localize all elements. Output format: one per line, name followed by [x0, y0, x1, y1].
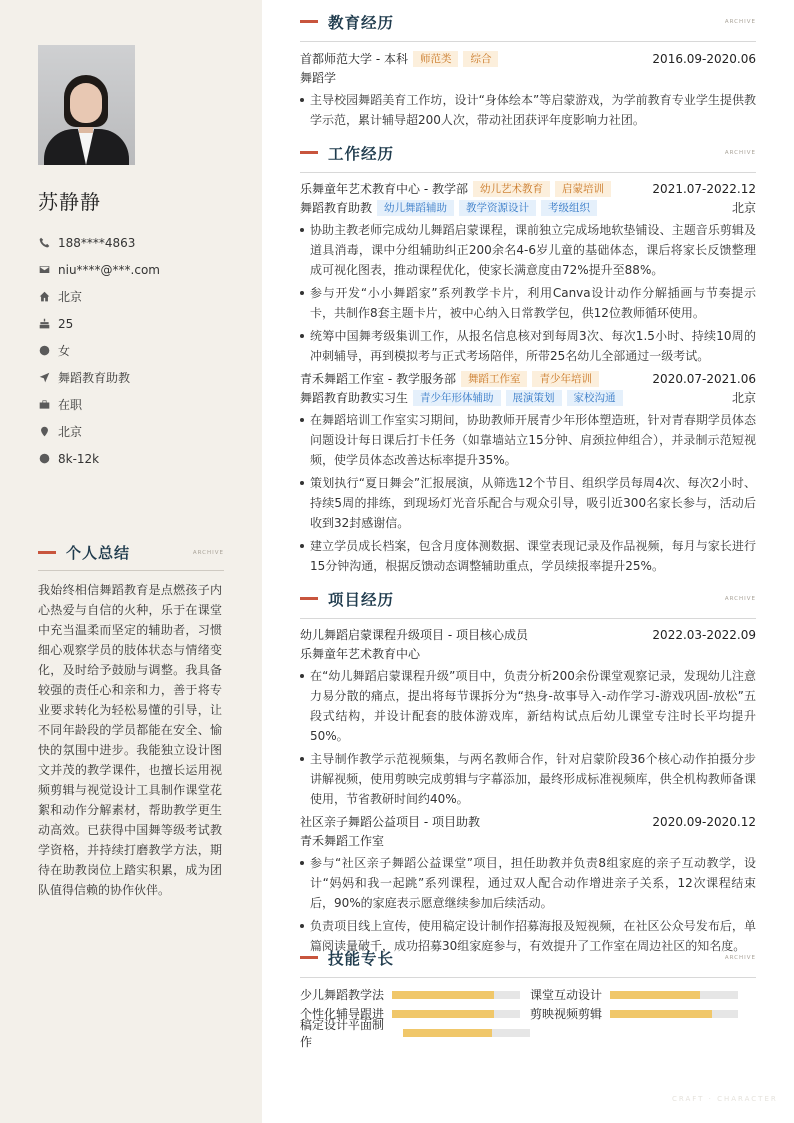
education-title: 教育经历	[328, 13, 395, 32]
bullet-item: 负责项目线上宣传，使用稿定设计制作招募海报及短视频，在社区公众号发布后，单篇阅读量破千，成功招募30组家庭参与，有效提升了工作室在周边社区的知名度。	[300, 916, 756, 956]
work-heading	[300, 133, 756, 173]
skill-fill	[403, 1029, 492, 1037]
archive-label: ARCHIVE	[724, 954, 756, 961]
info-home	[38, 283, 160, 310]
info-text: 8k-12k	[58, 451, 100, 466]
job-role-line	[300, 198, 756, 217]
bullet-item: 建立学员成长档案，包含月度体测数据、课堂表现记录及作品视频，每月与家长进行15分钟沟通，根据反馈动态调整辅助重点，学员续报率提升25%。	[300, 536, 756, 576]
skill-bar	[610, 1010, 738, 1018]
role-tag: 考级组织	[541, 200, 597, 216]
contact-info-list	[38, 229, 160, 472]
skills-grid	[300, 987, 756, 1049]
skill-item	[300, 1017, 530, 1049]
info-phone	[38, 229, 160, 256]
home-icon	[38, 291, 50, 303]
archive-label: ARCHIVE	[724, 18, 756, 25]
bullet-item: 主导校园舞蹈美育工作坊，设计“身体绘本”等启蒙游戏，为学前教育专业学生提供教学示范，累计辅导超200人次，带动社团获评年度影响力社团。	[300, 90, 756, 130]
skill-fill	[610, 1010, 712, 1018]
salary-icon	[38, 453, 50, 465]
gender-icon	[38, 345, 50, 357]
company-tag: 舞蹈工作室	[461, 371, 528, 387]
project-date: 2022.03-2022.09	[652, 627, 756, 642]
info-gender	[38, 337, 160, 364]
skill-item	[530, 987, 756, 1002]
location-pin-icon	[38, 426, 50, 438]
profile-photo	[38, 45, 135, 165]
job-role: 舞蹈教育助教	[300, 201, 373, 215]
project-name: 幼儿舞蹈启蒙课程升级项目 - 项目核心成员	[300, 628, 528, 642]
education-heading	[300, 2, 756, 42]
project-line	[300, 812, 756, 831]
major-name: 舞蹈学	[300, 71, 337, 85]
skills-section	[300, 938, 756, 1049]
school-name: 首都师范大学 - 本科	[300, 52, 408, 66]
job-date: 2020.07-2021.06	[652, 371, 756, 386]
skill-name: 少儿舞蹈教学法	[300, 988, 385, 1002]
projects-title: 项目经历	[328, 590, 395, 609]
info-location	[38, 418, 160, 445]
skill-name: 个性化辅导跟进	[300, 1007, 385, 1021]
project-name: 社区亲子舞蹈公益项目 - 项目助教	[300, 815, 480, 829]
work-title: 工作经历	[328, 144, 395, 163]
skill-bar	[610, 991, 738, 999]
accent-bar	[300, 20, 318, 23]
info-age	[38, 310, 160, 337]
send-icon	[38, 372, 50, 384]
company-tag: 幼儿艺术教育	[473, 181, 550, 197]
company-tag: 启蒙培训	[555, 181, 611, 197]
bullet-item: 协助主教老师完成幼儿舞蹈启蒙课程，课前独立完成场地软垫铺设、主题音乐剪辑及道具消毒，课中分组辅助纠正200余名4-6岁儿童的基础体态，课后将家长反馈整理成可视化图表，推动课程优化，使家长满意度由72%提升至88%。	[300, 220, 756, 280]
education-bullets	[300, 90, 756, 130]
info-text: 188****4863	[58, 235, 136, 250]
role-tag: 家校沟通	[567, 390, 623, 406]
school-tag: 综合	[463, 51, 498, 67]
skill-fill	[392, 1010, 494, 1018]
email-icon	[38, 264, 50, 276]
project-bullets	[300, 666, 756, 809]
major-line	[300, 68, 756, 87]
bullet-item: 策划执行“夏日舞会”汇报展演，从筛选12个节目、组织学员每周4次、每次2小时、持续5周的排练，到现场灯光音乐配合与观众引导，吸引近300名家长参与，活动后收到32封感谢信。	[300, 473, 756, 533]
project-org: 乐舞童年艺术教育中心	[300, 647, 421, 661]
accent-bar	[300, 956, 318, 959]
role-tag: 青少年形体辅助	[413, 390, 501, 406]
archive-label: ARCHIVE	[192, 549, 224, 556]
skill-name: 稿定设计平面制作	[300, 1017, 385, 1049]
bullet-item: 主导制作教学示范视频集，与两名教师合作，针对启蒙阶段36个核心动作拍摄分步讲解视频，使用剪映完成剪辑与字幕添加，最终形成标准视频库，供全机构教师备课使用，节省教研时间约40%。	[300, 749, 756, 809]
skill-name: 剪映视频剪辑	[530, 1007, 603, 1021]
phone-icon	[38, 237, 50, 249]
info-text: 北京	[58, 290, 83, 304]
skill-item	[530, 1006, 756, 1021]
info-text: 女	[58, 344, 71, 358]
accent-bar	[300, 597, 318, 600]
job-date: 2021.07-2022.12	[652, 181, 756, 196]
accent-bar	[300, 151, 318, 154]
sidebar	[0, 0, 262, 1123]
skill-fill	[392, 991, 494, 999]
company-name: 乐舞童年艺术教育中心 - 教学部	[300, 182, 468, 196]
job-company-line	[300, 369, 756, 388]
info-status	[38, 391, 160, 418]
projects-section	[300, 579, 756, 959]
bullet-item: 在舞蹈培训工作室实习期间，协助教师开展青少年形体塑造班，针对青春期学员体态问题设计每日课后打卡任务（如靠墙站立15分钟、肩颈拉伸组合），并录制示范短视频，使学员体态改善达标率提升35%。	[300, 410, 756, 470]
project-date: 2020.09-2020.12	[652, 814, 756, 829]
skills-title: 技能专长	[328, 949, 395, 968]
info-text: 北京	[58, 425, 83, 439]
info-text: 在职	[58, 398, 83, 412]
summary-text: 我始终相信舞蹈教育是点燃孩子内心热爱与自信的火种，乐于在课堂中充当温柔而坚定的辅助者，习惯细心观察学员的肢体状态与情绪变化，及时给予鼓励与调整。我具备较强的责任心和亲和力，善于将专业要求转化为轻松易懂的引导，让不同年龄段的学员都能在安全、愉快的氛围中进步。我能独立设计图文并茂的教学课件，也擅长运用视频剪辑与视觉设计工具制作课堂花絮和动作分解素材，帮助教学更生动高效。已获得中国舞等级考试教学资格，并持续打磨教学方法，期待在助教岗位上踏实积累，成为团队值得信赖的协作伙伴。	[38, 583, 222, 897]
job-role: 舞蹈教育助教实习生	[300, 391, 409, 405]
info-email	[38, 256, 160, 283]
summary-title: 个人总结	[66, 544, 131, 562]
company-tag: 青少年培训	[532, 371, 599, 387]
job-city: 北京	[731, 391, 756, 405]
watermark: CRAFT · CHARACTER	[672, 1095, 778, 1103]
role-tag: 幼儿舞蹈辅助	[377, 200, 454, 216]
project-org: 青禾舞蹈工作室	[300, 834, 385, 848]
candidate-name: 苏静静	[38, 190, 101, 214]
summary-heading	[38, 542, 224, 571]
education-entry	[300, 49, 756, 68]
job-city: 北京	[731, 201, 756, 215]
info-text: 舞蹈教育助教	[58, 371, 131, 385]
skill-fill	[610, 991, 700, 999]
accent-bar	[38, 551, 56, 554]
job-bullets	[300, 220, 756, 366]
skills-heading	[300, 938, 756, 978]
job-role-line	[300, 388, 756, 407]
projects-heading	[300, 579, 756, 619]
project-line	[300, 625, 756, 644]
bullet-item: 参与开发“小小舞蹈家”系列教学卡片，利用Canva设计动作分解插画与节奏提示卡，共制作8套主题卡片，被中心纳入日常教学包，供12位教师循环使用。	[300, 283, 756, 323]
skill-bar	[392, 1010, 520, 1018]
role-tag: 教学资源设计	[459, 200, 536, 216]
cake-icon	[38, 318, 50, 330]
bullet-item: 参与“社区亲子舞蹈公益课堂”项目，担任助教并负责8组家庭的亲子互动教学，设计“妈妈和我一起跳”系列课程，通过双人配合动作增进亲子关系，12次课程结束后，90%的家庭表示愿意继续参加后续活动。	[300, 853, 756, 913]
role-tag: 展演策划	[506, 390, 562, 406]
project-org-line	[300, 831, 756, 850]
skill-bar	[403, 1029, 530, 1037]
briefcase-icon	[38, 399, 50, 411]
archive-label: ARCHIVE	[724, 595, 756, 602]
skill-item	[300, 987, 530, 1002]
education-date: 2016.09-2020.06	[652, 51, 756, 66]
skill-name: 课堂互动设计	[530, 988, 603, 1002]
job-company-line	[300, 179, 756, 198]
info-position	[38, 364, 160, 391]
education-section	[300, 2, 756, 133]
bullet-item: 在“幼儿舞蹈启蒙课程升级”项目中，负责分析200余份课堂观察记录，发现幼儿注意力易分散的痛点，提出将每节课拆分为“热身-故事导入-动作学习-游戏巩固-放松”五段式结构，并设计配套的肢体游戏库，新结构试点后幼儿课堂专注时长平均提升50%。	[300, 666, 756, 746]
job-bullets	[300, 410, 756, 576]
info-salary	[38, 445, 160, 472]
bullet-item: 统筹中国舞考级集训工作，从报名信息核对到每周3次、每次1.5小时、持续10周的冲刺辅导，再到模拟考与正式考场陪伴，所带25名幼儿全部通过一级考试。	[300, 326, 756, 366]
project-org-line	[300, 644, 756, 663]
archive-label: ARCHIVE	[724, 149, 756, 156]
work-section	[300, 133, 756, 579]
info-text: 25	[58, 316, 74, 331]
company-name: 青禾舞蹈工作室 - 教学服务部	[300, 372, 456, 386]
info-text: niu****@***.com	[58, 262, 160, 277]
skill-bar	[392, 991, 520, 999]
school-tag: 师范类	[413, 51, 459, 67]
